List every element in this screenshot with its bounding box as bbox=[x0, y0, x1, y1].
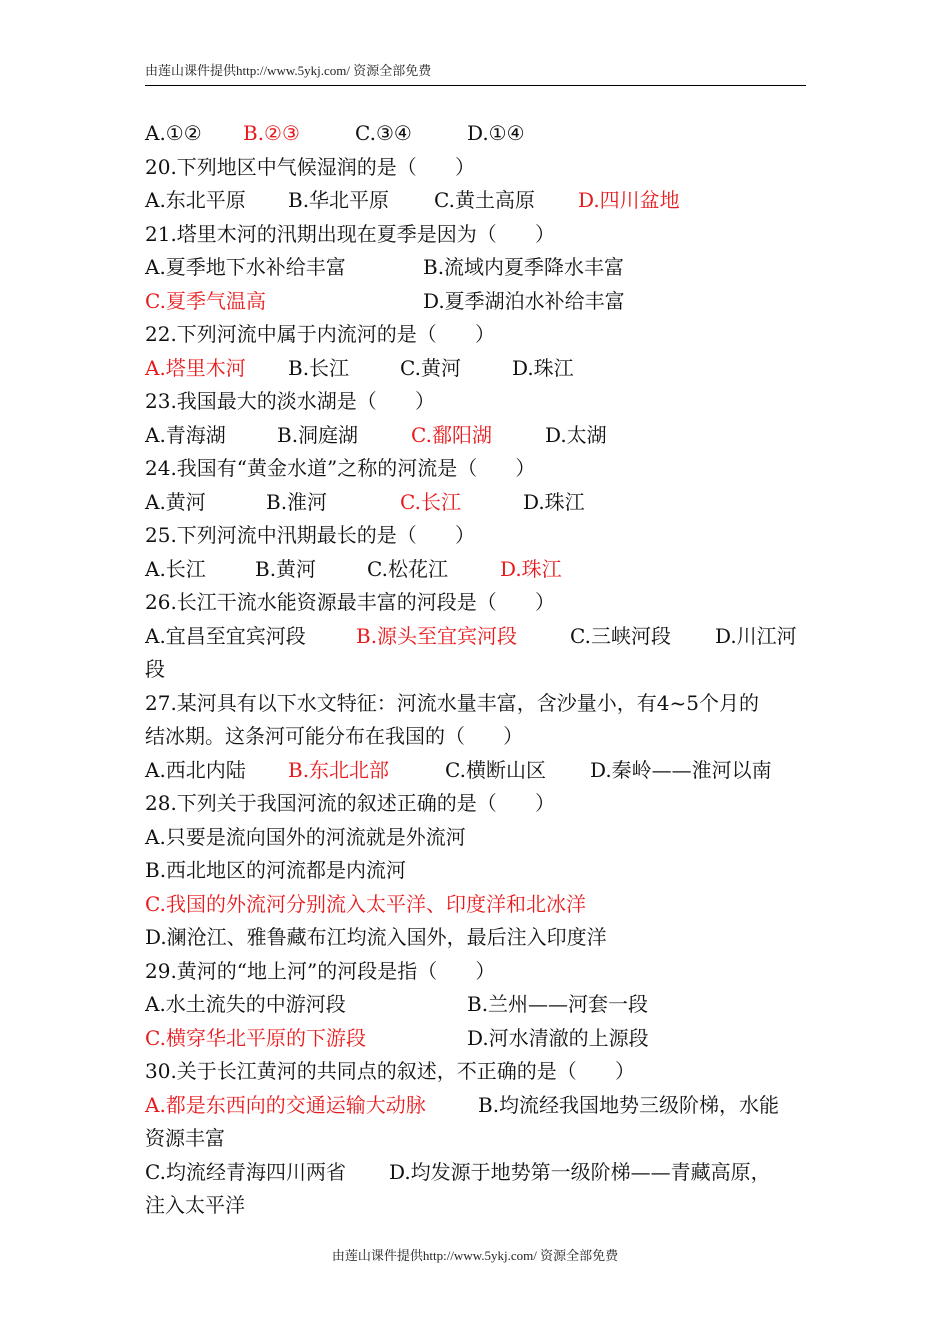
text-segment: C.横断山区 bbox=[445, 757, 546, 782]
text-line bbox=[145, 318, 815, 352]
question-content bbox=[145, 117, 815, 1223]
text-segment: C.均流经青海四川两省 bbox=[145, 1159, 346, 1184]
text-line bbox=[145, 1055, 815, 1089]
page-header: 由莲山课件提供http://www.5ykj.com/ 资源全部免费 bbox=[145, 63, 432, 78]
text-segment: 28.下列关于我国河流的叙述正确的是（ ） bbox=[145, 791, 555, 815]
text-line bbox=[145, 486, 815, 520]
text-segment: B.洞庭湖 bbox=[277, 422, 359, 447]
answer-option-highlighted: A.塔里木河 bbox=[145, 355, 246, 380]
text-line bbox=[145, 921, 815, 955]
text-segment: 30.关于长江黄河的共同点的叙述，不正确的是（ ） bbox=[145, 1059, 635, 1083]
text-line bbox=[145, 151, 815, 185]
text-segment: 注入太平洋 bbox=[145, 1193, 245, 1217]
text-line bbox=[145, 754, 815, 788]
answer-option-highlighted: B.源头至宜宾河段 bbox=[356, 623, 518, 648]
text-segment: B.黄河 bbox=[255, 556, 317, 581]
text-line bbox=[145, 988, 815, 1022]
text-line bbox=[145, 821, 815, 855]
answer-option-highlighted: C.我国的外流河分别流入太平洋、印度洋和北冰洋 bbox=[145, 891, 586, 916]
text-line bbox=[145, 1189, 815, 1223]
text-line bbox=[145, 352, 815, 386]
text-segment: D.秦岭——淮河以南 bbox=[590, 757, 772, 782]
text-segment: 27.某河具有以下水文特征：河流水量丰富，含沙量小，有4~5个月的 bbox=[145, 690, 760, 715]
text-line bbox=[145, 452, 815, 486]
text-segment: 23.我国最大的淡水湖是（ ） bbox=[145, 389, 435, 413]
text-line bbox=[145, 720, 815, 754]
text-segment: B.西北地区的河流都是内流河 bbox=[145, 858, 407, 882]
answer-option-highlighted: C.鄱阳湖 bbox=[411, 422, 492, 447]
text-line bbox=[145, 1089, 815, 1123]
text-segment: C.③④ bbox=[355, 121, 412, 145]
text-segment: D.河水清澈的上源段 bbox=[467, 1025, 649, 1050]
text-line bbox=[145, 955, 815, 989]
text-line bbox=[145, 586, 815, 620]
answer-option-highlighted: C.横穿华北平原的下游段 bbox=[145, 1025, 366, 1050]
text-line bbox=[145, 854, 815, 888]
text-segment: 20.下列地区中气候湿润的是（ ） bbox=[145, 154, 475, 179]
text-segment: 结冰期。这条河可能分布在我国的（ ） bbox=[145, 724, 524, 748]
text-segment: 22.下列河流中属于内流河的是（ ） bbox=[145, 322, 495, 346]
text-line bbox=[145, 251, 815, 285]
answer-option-highlighted: C.长江 bbox=[400, 489, 461, 514]
answer-option-highlighted: B.②③ bbox=[243, 121, 300, 145]
text-line bbox=[145, 1122, 815, 1156]
text-segment: A.只要是流向国外的河流就是外流河 bbox=[145, 824, 466, 849]
text-segment: 25.下列河流中汛期最长的是（ ） bbox=[145, 523, 475, 547]
text-segment: D.①④ bbox=[467, 121, 525, 145]
text-segment: D.太湖 bbox=[545, 422, 607, 447]
text-segment: A.水土流失的中游河段 bbox=[145, 992, 346, 1016]
text-segment: A.黄河 bbox=[145, 489, 206, 514]
text-segment: B.均流经我国地势三级阶梯，水能 bbox=[478, 1092, 780, 1117]
text-line bbox=[145, 687, 815, 721]
text-segment: 21.塔里木河的汛期出现在夏季是因为（ ） bbox=[145, 221, 555, 246]
text-segment: D.川江河 bbox=[715, 623, 797, 648]
text-segment: C.黄土高原 bbox=[434, 188, 535, 212]
text-segment: 29.黄河的“地上河”的河段是指（ ） bbox=[145, 958, 496, 983]
text-segment: B.兰州——河套一段 bbox=[467, 992, 649, 1016]
text-segment: 26.长江干流水能资源最丰富的河段是（ ） bbox=[145, 590, 555, 614]
text-line bbox=[145, 888, 815, 922]
answer-option-highlighted: D.珠江 bbox=[500, 556, 562, 581]
text-segment: B.华北平原 bbox=[288, 188, 390, 212]
text-segment: D.均发源于地势第一级阶梯——青藏高原， bbox=[389, 1159, 771, 1184]
text-line bbox=[145, 184, 815, 218]
answer-option-highlighted: A.都是东西向的交通运输大动脉 bbox=[145, 1092, 426, 1117]
text-segment: D.珠江 bbox=[512, 355, 574, 380]
text-line bbox=[145, 620, 815, 654]
text-segment: B.长江 bbox=[288, 355, 350, 380]
text-line bbox=[145, 653, 815, 687]
text-segment: A.青海湖 bbox=[145, 422, 226, 447]
text-segment: B.淮河 bbox=[266, 489, 328, 514]
answer-option-highlighted: B.东北北部 bbox=[288, 757, 390, 782]
text-line bbox=[145, 1156, 815, 1190]
text-line bbox=[145, 117, 815, 151]
text-line bbox=[145, 1022, 815, 1056]
answer-option-highlighted: D.四川盆地 bbox=[578, 188, 680, 212]
text-segment: 段 bbox=[145, 657, 165, 681]
text-segment: A.西北内陆 bbox=[145, 757, 246, 782]
text-line bbox=[145, 419, 815, 453]
text-segment: 24.我国有“黄金水道”之称的河流是（ ） bbox=[145, 456, 536, 480]
text-segment: 资源丰富 bbox=[145, 1126, 225, 1150]
text-line bbox=[145, 553, 815, 587]
text-segment: D.澜沧江、雅鲁藏布江均流入国外，最后注入印度洋 bbox=[145, 925, 607, 949]
text-segment: C.黄河 bbox=[400, 355, 461, 380]
text-segment: D.夏季湖泊水补给丰富 bbox=[423, 288, 625, 313]
text-segment: A.宜昌至宜宾河段 bbox=[145, 623, 306, 648]
text-segment: D.珠江 bbox=[523, 489, 585, 514]
text-line bbox=[145, 787, 815, 821]
text-segment: A.①② bbox=[145, 121, 202, 145]
text-segment: A.夏季地下水补给丰富 bbox=[145, 255, 346, 279]
answer-option-highlighted: C.夏季气温高 bbox=[145, 288, 266, 313]
text-line bbox=[145, 519, 815, 553]
text-segment: A.东北平原 bbox=[145, 188, 246, 212]
text-segment: B.流域内夏季降水丰富 bbox=[423, 255, 625, 279]
text-segment: A.长江 bbox=[145, 556, 206, 581]
page-footer: 由莲山课件提供http://www.5ykj.com/ 资源全部免费 bbox=[331, 1248, 619, 1263]
text-line bbox=[145, 385, 815, 419]
text-line bbox=[145, 218, 815, 252]
header-rule bbox=[145, 85, 806, 86]
text-line bbox=[145, 285, 815, 319]
text-segment: C.松花江 bbox=[367, 556, 448, 581]
text-segment: C.三峡河段 bbox=[570, 623, 671, 648]
